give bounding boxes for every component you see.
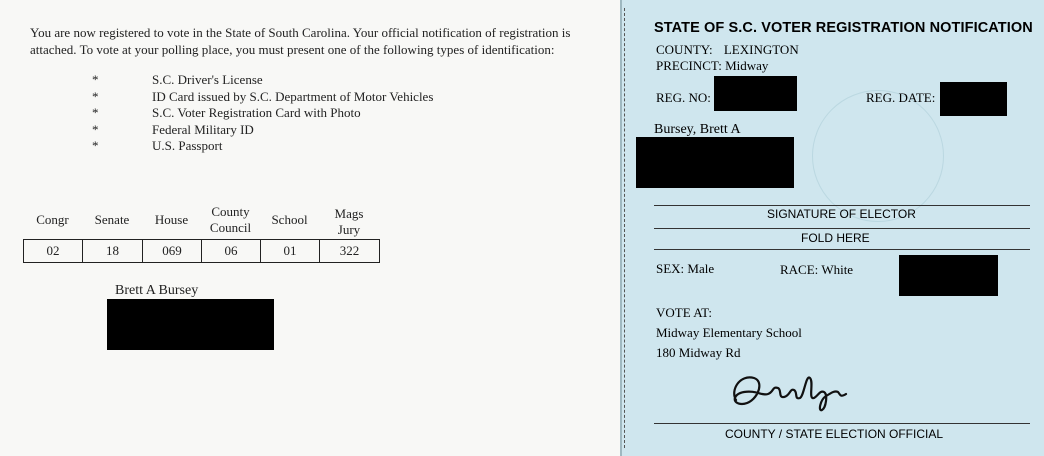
intro-paragraph: You are now registered to vote in the State of South Carolina. Your official notification of registration is attached. To vote at your polling place, you must present one of the following types of identification: <box>30 25 571 57</box>
id-type-text: S.C. Voter Registration Card with Photo <box>152 105 361 120</box>
list-item <box>92 72 433 89</box>
table-row <box>24 240 380 263</box>
district-table <box>23 239 380 263</box>
polling-address: 180 Midway Rd <box>656 345 741 360</box>
district-cell-congr: 02 <box>24 240 83 263</box>
redacted-elector-address <box>636 137 794 188</box>
fold-line-lower <box>654 249 1030 250</box>
header-line: Congr <box>36 212 69 227</box>
list-item <box>92 89 433 106</box>
county-line <box>656 42 799 58</box>
list-item <box>92 122 433 139</box>
list-item <box>92 138 433 155</box>
redacted-reg-no <box>714 76 797 111</box>
sex-line <box>656 261 714 277</box>
fold-line <box>654 228 1030 229</box>
polling-place: Midway Elementary School <box>656 325 802 340</box>
race-value: White <box>821 262 854 277</box>
id-type-text: ID Card issued by S.C. Department of Motor Vehicles <box>152 88 434 104</box>
id-type-text: Federal Military ID <box>152 121 254 137</box>
reg-date-label: REG. DATE: <box>866 90 936 105</box>
voter-name: Brett A Bursey <box>115 283 199 298</box>
bullet-star: * <box>92 72 99 87</box>
precinct-label: PRECINCT: <box>656 58 722 73</box>
official-label: COUNTY / STATE ELECTION OFFICIAL <box>725 427 944 441</box>
race-label: RACE: <box>780 262 819 277</box>
district-header-mags-jury <box>319 206 379 238</box>
id-type-text: S.C. Driver's License <box>152 72 263 87</box>
district-cell-mags-jury: 322 <box>320 240 380 263</box>
district-header-congr <box>23 212 82 228</box>
sex-label: SEX: <box>656 261 685 276</box>
county-value: LEXINGTON <box>723 42 799 57</box>
district-header-school <box>260 212 319 228</box>
vote-at-label: VOTE AT: <box>656 305 713 320</box>
precinct-value: Midway <box>725 58 769 73</box>
signature-line <box>654 205 1030 206</box>
district-header-house <box>142 212 201 228</box>
district-header-senate <box>82 212 142 228</box>
perforation-line <box>624 8 625 448</box>
sex-value: Male <box>687 261 715 276</box>
header-line: County <box>211 204 250 219</box>
header-line: Council <box>209 220 252 235</box>
reg-no-label: REG. NO: <box>656 90 711 105</box>
card-title: STATE OF S.C. VOTER REGISTRATION NOTIFICATION <box>654 20 1033 36</box>
elector-name: Bursey, Brett A <box>654 122 741 137</box>
bullet-star: * <box>92 88 99 104</box>
district-cell-house: 069 <box>143 240 202 263</box>
official-signature <box>722 364 858 414</box>
signature-label: SIGNATURE OF ELECTOR <box>767 207 916 221</box>
district-cell-school: 01 <box>261 240 320 263</box>
header-line: House <box>154 212 189 227</box>
district-header-county-council <box>201 204 260 236</box>
redacted-reg-date <box>940 82 1007 116</box>
redacted-address-block <box>107 299 274 350</box>
header-line: School <box>271 212 308 227</box>
watermark-seal <box>812 90 944 222</box>
header-line: Mags <box>334 206 364 221</box>
card-edge <box>620 0 622 456</box>
race-line <box>780 262 853 278</box>
official-signature-line <box>654 423 1030 424</box>
list-item <box>92 105 433 122</box>
bullet-star: * <box>92 105 99 120</box>
id-types-list <box>92 72 433 155</box>
bullet-star: * <box>92 138 99 153</box>
redacted-dob <box>899 255 998 296</box>
district-cell-senate: 18 <box>83 240 143 263</box>
header-line: Senate <box>94 212 130 227</box>
county-label: COUNTY: <box>656 42 713 57</box>
header-line: Jury <box>337 222 361 237</box>
bullet-star: * <box>92 121 99 137</box>
fold-label: FOLD HERE <box>801 231 870 245</box>
precinct-line <box>656 58 768 74</box>
id-type-text: U.S. Passport <box>152 138 223 153</box>
district-cell-county-council: 06 <box>202 240 261 263</box>
